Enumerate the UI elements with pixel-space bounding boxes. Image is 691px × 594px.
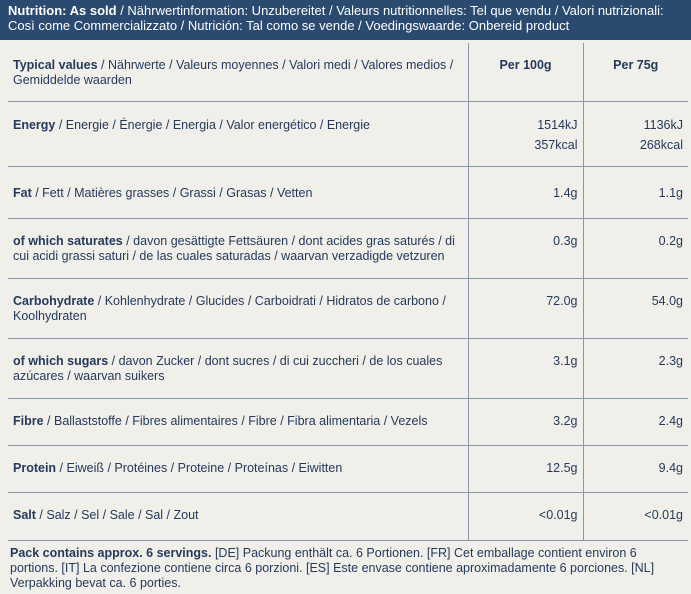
row-label [8,278,468,338]
row-label [8,218,468,278]
row-label-translations: / Kohlenhydrate / Glucides / Carboidrati / Hidratos de carbono / Koolhydraten [13,293,446,323]
value-per-75g: 54.0g [583,278,688,338]
table-row-saturates [8,218,688,278]
table-row-energy [8,101,688,166]
row-label-translations: / Salz / Sel / Sale / Sal / Zout [35,507,199,522]
header-title: Nutrition: As sold [8,3,117,18]
value-per-75g: 0.2g [583,218,688,278]
row-label [8,492,468,540]
energy-kcal-100g: 357kcal [534,137,578,152]
row-label-bold: of which sugars [13,353,109,368]
servings-note [10,546,686,591]
value-per-100g: 3.2g [468,398,583,445]
nutrition-header [0,0,691,40]
typical-values-bold: Typical values [13,58,98,72]
table-header-row [8,43,688,101]
servings-note-bold: Pack contains approx. 6 servings. [10,546,212,560]
row-label-bold: of which saturates [13,233,123,248]
table-row-carbohydrate [8,278,688,338]
row-label-bold: Energy [13,117,56,132]
table-row-sugars [8,338,688,398]
table-row-protein [8,445,688,492]
value-per-100g: <0.01g [468,492,583,540]
row-label-bold: Carbohydrate [13,293,95,308]
value-per-75g: 9.4g [583,445,688,492]
row-label-translations: / Ballaststoffe / Fibres alimentaires / Fibre / Fibra alimentaria / Vezels [43,413,428,428]
typical-values-translations: / Nährwerte / Valeurs moyennes / Valori medi / Valores medios / Gemiddelde waarden [13,58,454,87]
row-label-translations: / davon gesättigte Fettsäuren / dont acides gras saturés / di cui acidi grassi saturi / de las cuales saturadas / waarvan verzadigde vetzuren [13,233,455,263]
row-label [8,166,468,218]
energy-per-100g [468,101,583,166]
row-label [8,338,468,398]
value-per-75g: 2.4g [583,398,688,445]
table-row-fibre [8,398,688,445]
value-per-100g: 0.3g [468,218,583,278]
table-row-fat [8,166,688,218]
per-100g-header: Per 100g [468,43,583,101]
value-per-100g: 3.1g [468,338,583,398]
energy-per-75g [583,101,688,166]
row-label-translations: / davon Zucker / dont sucres / di cui zuccheri / de los cuales azúcares / waarvan suikers [13,353,443,383]
value-per-75g: 1.1g [583,166,688,218]
per-75g-header: Per 75g [583,43,688,101]
energy-kj-100g: 1514kJ [537,117,578,132]
energy-kj-75g: 1136kJ [643,117,683,132]
row-label [8,445,468,492]
row-label [8,101,468,166]
energy-kcal-75g: 268kcal [639,137,683,152]
row-label-bold: Fibre [13,413,44,428]
header-translations: / Nährwertinformation: Unzubereitet / Valeurs nutritionnelles: Tel que vendu / Valori nutrizionali: Così come Commercializzato / Nutrición: Tal como se vende / Voedingswaarde: Onbereid product [8,3,664,33]
value-per-100g: 12.5g [468,445,583,492]
value-per-75g: 2.3g [583,338,688,398]
value-per-75g: <0.01g [583,492,688,540]
row-label-bold: Salt [13,507,36,522]
value-per-100g: 1.4g [468,166,583,218]
row-label-translations: / Eiweiß / Protéines / Proteine / Proteínas / Eiwitten [56,460,343,475]
row-label-translations: / Fett / Matières grasses / Grassi / Grasas / Vetten [31,185,313,200]
value-per-100g: 72.0g [468,278,583,338]
servings-note-translations: [DE] Packung enthält ca. 6 Portionen. [FR] Cet emballage contient environ 6 portions. [IT] La confezione contiene circa 6 porzioni. [ES] Este envase contiene aproximadamente 6 porciones. [NL] Verpakking bevat ca. 6 porties. [10,546,655,590]
row-label [8,398,468,445]
nutrition-table [8,43,688,541]
row-label-bold: Fat [13,185,32,200]
row-label-bold: Protein [13,460,57,475]
row-label-translations: / Energie / Énergie / Energia / Valor energético / Energie [55,117,370,132]
typical-values-header [8,43,468,101]
table-row-salt [8,492,688,540]
